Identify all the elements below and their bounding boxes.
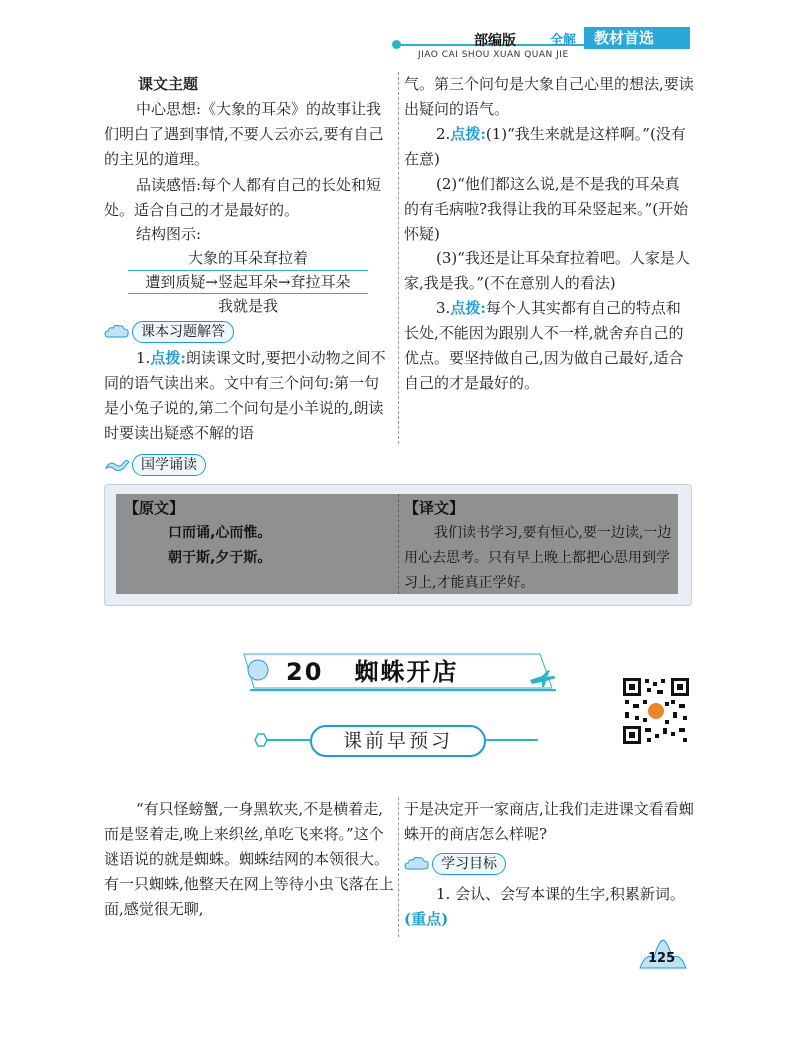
theme-title: 课文主题 bbox=[138, 75, 199, 93]
answer-3-tip: 点拨: bbox=[450, 299, 486, 317]
answers-section-tag bbox=[104, 321, 234, 343]
original-head: 【原文】 bbox=[124, 499, 185, 517]
lesson-name: 蜘蛛开店 bbox=[354, 658, 459, 686]
answer-3-text: 每个人其实都有自己的特点和长处,不能因为跟别人不一样,就舍弃自己的优点。要坚持做自己,因为做自己最好,适合自己的才是最好的。 bbox=[404, 299, 684, 392]
answer-2c: (3)“我还是让耳朵耷拉着吧。人家是人家,我是我。”(不在意别人的看法) bbox=[404, 249, 690, 292]
reading-insight: 品读感悟:每个人都有自己的长处和短处。适合自己的才是最好的。 bbox=[104, 176, 382, 219]
answer-1 bbox=[104, 346, 392, 446]
original-line-1: 口而诵,心而惟。 bbox=[168, 525, 272, 541]
answer-2a: (1)“我生来就是这样啊。”(没有在意) bbox=[404, 125, 686, 168]
central-idea: 中心思想:《大象的耳朵》的故事让我们明白了遇到事情,不要人云亦云,要有自己的主见的道理。 bbox=[104, 100, 384, 168]
classics-tag-label: 国学诵读 bbox=[132, 454, 206, 476]
answer-1-continued: 气。第三个问句是大象自己心里的想法,要读出疑问的语气。 bbox=[404, 75, 694, 118]
preview-banner: 课前早预习 bbox=[310, 725, 486, 757]
answer-2b: (2)“他们都这么说,是不是我的耳朵真的有毛病啦?我得让我的耳朵竖起来。”(开始怀疑) bbox=[404, 175, 689, 243]
classics-section-tag bbox=[104, 454, 206, 476]
translation-text: 我们读书学习,要有恒心,要一边读,一边用心去思考。只有早上晚上都把心思用到学习上,才能真正学好。 bbox=[404, 525, 672, 591]
cloud-icon bbox=[404, 855, 430, 873]
hexagon-icon bbox=[254, 733, 268, 747]
answer-2-tip: 点拨: bbox=[450, 125, 486, 143]
goal-1-text: 1. 会认、会写本课的生字,积累新词。 bbox=[436, 885, 685, 903]
lesson-title bbox=[286, 652, 458, 687]
answer-2 bbox=[404, 122, 694, 172]
structure-bottom: 我就是我 bbox=[217, 297, 278, 315]
goals-section-tag bbox=[404, 853, 506, 875]
goals-tag-label: 学习目标 bbox=[432, 853, 506, 875]
answer-3 bbox=[404, 296, 694, 396]
header-edition: 部编版 bbox=[474, 33, 516, 49]
structure-middle: 遭到质疑→竖起耳朵→耷拉耳朵 bbox=[128, 270, 368, 294]
column-divider bbox=[398, 72, 399, 444]
header-logo: 全解 bbox=[550, 33, 577, 48]
goal-1-key: (重点) bbox=[404, 910, 449, 928]
preview-line-left bbox=[262, 739, 310, 741]
goal-1 bbox=[404, 882, 694, 932]
cloud-icon bbox=[104, 323, 130, 341]
lesson-number: 20 bbox=[286, 658, 324, 686]
classics-divider bbox=[398, 494, 399, 594]
qr-code[interactable] bbox=[621, 676, 691, 746]
answer-1-text: 朗读课文时,要把小动物之间不同的语气读出来。文中有三个问句:第一句是小兔子说的,第二个问句是小羊说的,朗读时要读出疑惑不解的语 bbox=[104, 349, 386, 442]
intro-right: 于是决定开一家商店,让我们走进课文看看蜘蛛开的商店怎么样呢? bbox=[404, 800, 694, 843]
header-series: 教材首选 bbox=[584, 27, 690, 49]
translation-head: 【译文】 bbox=[404, 499, 465, 517]
answer-2-num: 2. bbox=[436, 125, 451, 143]
header-pinyin: JIAO CAI SHOU XUAN QUAN JIE bbox=[418, 50, 569, 60]
intro-left: “有只怪螃蟹,一身黑软夹,不是横着走,而是竖着走,晚上来织丝,单吃飞来将。”这个谜语说的就是蜘蛛。蜘蛛结网的本领很大。有一只蜘蛛,他整天在网上等待小虫飞落在上面,感觉很无聊, bbox=[104, 800, 394, 918]
original-line-2: 朝于斯,夕于斯。 bbox=[168, 550, 272, 566]
answer-1-tip: 点拨: bbox=[150, 349, 186, 367]
answers-tag-label: 课本习题解答 bbox=[132, 321, 234, 343]
structure-label: 结构图示: bbox=[136, 225, 202, 243]
answer-3-num: 3. bbox=[436, 299, 451, 317]
page-number: 125 bbox=[648, 951, 676, 966]
preview-line-right bbox=[486, 739, 538, 741]
answer-1-num: 1. bbox=[136, 349, 151, 367]
dragon-icon bbox=[104, 456, 130, 474]
structure-top: 大象的耳朵耷拉着 bbox=[187, 249, 308, 267]
qr-code-icon bbox=[621, 676, 691, 746]
column-divider-bottom bbox=[398, 797, 399, 937]
